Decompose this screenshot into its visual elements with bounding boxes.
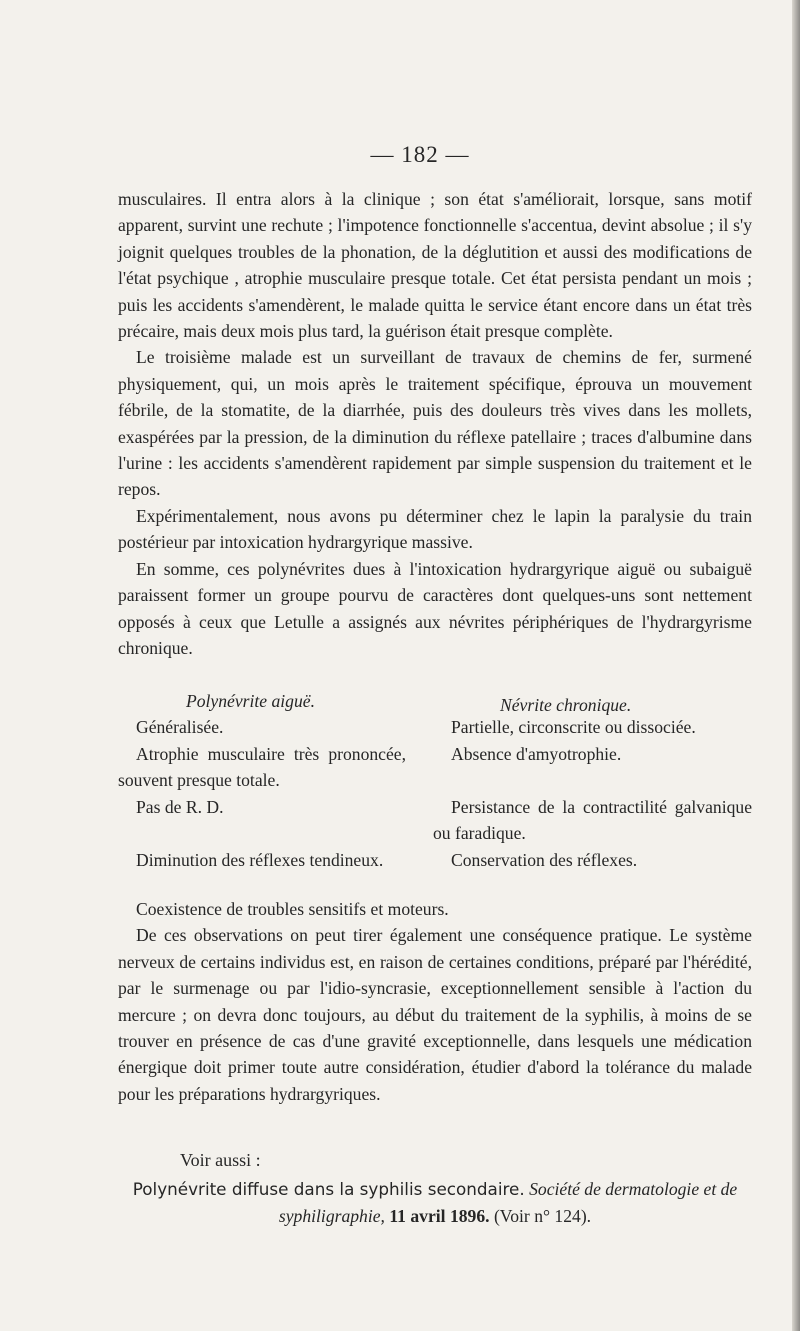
paragraph-continuation: musculaires. Il entra alors à la clinique ; son état s'améliorait, lorsque, sans motif apparent, survint une rechute ; l'impotence fonctionnelle s'accentua, devint absolue ; il s'y joignit quelques troubles de la phonation, de la déglutition et aussi des modifications de l'état psychique , atrophie musculaire presque totale. Cet état persista pendant un mois ; puis les accidents s'amendèrent, le malade quitta le service étant encore dans un état très précaire, mais deux mois plus tard, la guérison était presque complète. bbox=[118, 189, 752, 342]
see-also-label: Voir aussi : bbox=[180, 1150, 261, 1170]
right-cell: Persistance de la contractilité galvanique ou faradique. bbox=[433, 797, 752, 844]
heading-chronic-neuritis: Névrite chronique. bbox=[500, 695, 632, 715]
right-cell: Conservation des réflexes. bbox=[451, 850, 638, 870]
right-cell: Partielle, circonscrite ou dissociée. bbox=[451, 717, 696, 737]
see-also-reference bbox=[118, 1176, 752, 1230]
left-cell: Diminution des réflexes tendineux. bbox=[136, 850, 384, 870]
paragraph-practical-consequence: De ces observations on peut tirer également une conséquence pratique. Le système nerveux de certains individus est, en raison de certaines conditions, préparé par l'hérédité, par le surmenage ou par l'idio-syncrasie, exceptionnellement sensible à l'action du mercure ; on devra donc toujours, au début du traitement de la syphilis, à moins de se trouver en présence de cas d'une gravité exceptionnelle, dans lesquels une médication énergique doit primer toute autre considération, étudier d'abord la tolérance du malade pour les préparations hydrargyriques. bbox=[118, 925, 752, 1104]
left-cell: Atrophie musculaire très prononcée, souvent presque totale. bbox=[118, 744, 406, 791]
heading-acute-polyneuritis: Polynévrite aiguë. bbox=[186, 691, 315, 711]
reference-title: Polynévrite diffuse dans la syphilis secondaire. bbox=[132, 1179, 525, 1199]
body-text-top bbox=[118, 186, 752, 661]
paragraph-summary: En somme, ces polynévrites dues à l'intoxication hydrargyrique aiguë ou subaiguë paraissent former un groupe pourvu de caractères dont quelques-uns sont nettement opposés à ceux que Letulle a assignés aux névrites périphériques de l'hydrargyrisme chronique. bbox=[118, 558, 752, 658]
page-number: — 182 — bbox=[370, 142, 470, 167]
left-cell: Pas de R. D. bbox=[136, 797, 224, 817]
body-text-bottom bbox=[118, 896, 752, 1107]
reference-journal: Société de dermatologie et de syphiligraphie, bbox=[278, 1179, 738, 1226]
right-cell: Absence d'amyotrophie. bbox=[451, 744, 622, 764]
paragraph-experimental: Expérimentalement, nous avons pu déterminer chez le lapin la paralysie du train postérieur par intoxication hydrargyrique massive. bbox=[118, 505, 752, 553]
page-edge-shadow bbox=[792, 0, 800, 1331]
paragraph-coexistence: Coexistence de troubles sensitifs et moteurs. bbox=[136, 899, 449, 919]
left-cell: Généralisée. bbox=[136, 717, 224, 737]
reference-date: 11 avril 1896. bbox=[389, 1206, 490, 1226]
reference-number: (Voir n° 124). bbox=[493, 1206, 592, 1226]
paragraph-third-patient: Le troisième malade est un surveillant de travaux de chemins de fer, surmené physiquement, qui, un mois après le traitement spécifique, éprouva un mouvement fébrile, de la stomatite, de la diarrhée, puis des douleurs très vives dans les mollets, exaspérées par la pression, de la diminution du réflexe patellaire ; traces d'albumine dans l'urine : les accidents s'amendèrent rapidement par simple suspension du traitement et le repos. bbox=[118, 347, 752, 500]
